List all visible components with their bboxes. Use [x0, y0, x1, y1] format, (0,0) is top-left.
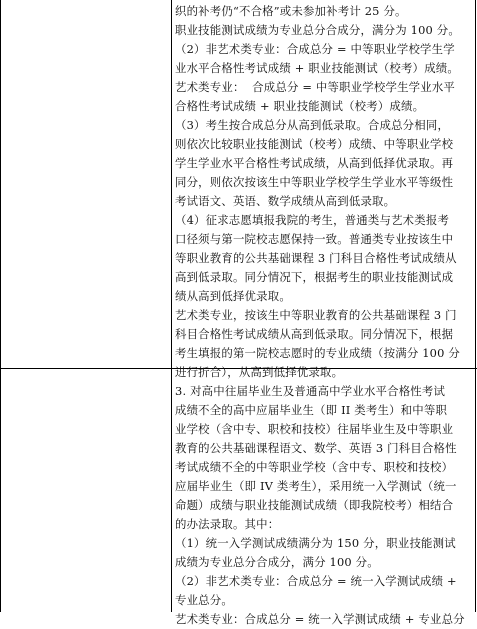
- text-line: （2）非艺术类专业：合成总分 = 统一入学测试成绩 +: [175, 574, 457, 588]
- text-line: 口径须与第一院校志愿保持一致。普通类专业按该生中: [175, 232, 454, 246]
- table-border-right: [475, 0, 476, 612]
- text-line: 应届毕业生（即 IV 类考生），采用统一入学测试（统一: [175, 479, 457, 493]
- text-line: 专业总分。: [175, 593, 233, 607]
- text-line: 成绩不全的高中应届毕业生（即 II 类考生）和中等职: [175, 403, 448, 417]
- text-line: 则依次比较职业技能测试（校考）成绩、中等职业学校: [175, 137, 454, 151]
- text-line: 考试语文、英语、数学成绩从高到低录取。: [175, 194, 396, 208]
- text-line: 成绩为专业总分合成分，满分 100 分。: [175, 555, 379, 569]
- content-cell: [171, 0, 473, 626]
- text-line: 绩从高到低择优录取。: [175, 289, 291, 303]
- text-line: 的办法录取。其中：: [175, 517, 280, 531]
- text-line: 科目合格性考试成绩从高到低录取。同分情况下，根据: [175, 327, 454, 341]
- text-line: 业学校（含中专、职校和技校）往届毕业生及中等职业: [175, 422, 454, 436]
- text-line: 艺术类专业： 合成总分 = 中等职业学校学生学业水平: [175, 80, 456, 94]
- text-line: 织的补考仍“不合格”或未参加补考计 25 分。: [175, 4, 407, 18]
- text-line: （1）统一入学测试成绩满分为 150 分，职业技能测试: [175, 536, 456, 550]
- text-line: 合格性考试成绩 + 职业技能测试（校考）成绩。: [175, 99, 425, 113]
- text-line: 等职业教育的公共基础课程 3 门科目合格性考试成绩从: [175, 251, 457, 265]
- text-line: 学生学业水平合格性考试成绩，从高到低择优录取。再: [175, 156, 454, 170]
- text-line: 艺术类专业：合成总分 = 统一入学测试成绩 + 专业总分: [175, 612, 465, 626]
- text-line: 高到低录取。同分情况下，根据考生的职业技能测试成: [175, 270, 454, 284]
- text-line: 职业技能测试成绩为专业总分合成分，满分为 100 分。: [175, 23, 460, 37]
- text-line: 命题）成绩与职业技能测试成绩（即我院校考）相结合: [175, 498, 454, 512]
- text-line: 3. 对高中往届毕业生及普通高中学业水平合格性考试: [175, 384, 446, 398]
- text-line: （2）非艺术类专业：合成总分 = 中等职业学校学生学: [175, 42, 455, 56]
- text-line: 教育的公共基础课程语文、数学、英语 3 门科目合格性: [175, 441, 457, 455]
- text-line: 同分，则依次按该生中等职业学校学生学业水平等级性: [175, 175, 454, 189]
- text-line: 艺术类专业，按该生中等职业教育的公共基础课程 3 门: [175, 308, 457, 322]
- text-line: 考试成绩不全的中等职业学校（含中专、职校和技校）: [175, 460, 454, 474]
- text-line: （3）考生按合成总分从高到低录取。合成总分相同，: [175, 118, 450, 132]
- text-line: 考生填报的第一院校志愿时的专业成绩（按满分 100 分: [175, 346, 460, 360]
- table-border-left: [0, 0, 1, 612]
- text-line: 进行折合），从高到低择优录取。: [175, 365, 344, 379]
- text-line: 业水平合格性考试成绩 + 职业技能测试（校考）成绩。: [175, 61, 459, 75]
- text-line: （4）征求志愿填报我院的考生，普通类与艺术类报考: [175, 213, 450, 227]
